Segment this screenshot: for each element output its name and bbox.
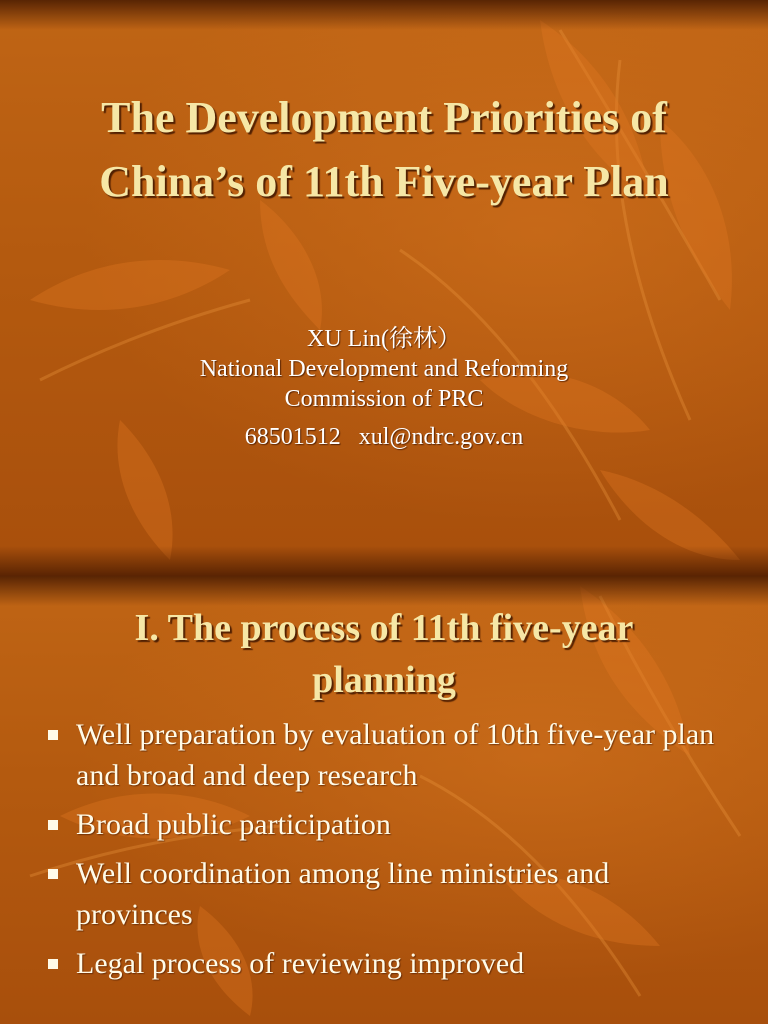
heading-line-2: planning bbox=[312, 659, 456, 701]
list-item bbox=[46, 853, 728, 935]
bullet-text: Legal process of reviewing improved bbox=[76, 947, 525, 980]
title-slide-heading bbox=[20, 86, 748, 214]
heading-line-1: I. The process of 11th five-year bbox=[134, 607, 634, 649]
title-line-1: The Development Priorities of bbox=[101, 93, 667, 142]
contact-info: 68501512 xul@ndrc.gov.cn bbox=[244, 424, 524, 450]
bullet-text: Well preparation by evaluation of 10th five-year plan and broad and deep research bbox=[76, 718, 715, 792]
square-bullet-icon bbox=[48, 820, 58, 830]
list-item bbox=[46, 804, 728, 845]
square-bullet-icon bbox=[48, 869, 58, 879]
slide-process bbox=[0, 576, 768, 1024]
list-item bbox=[46, 943, 728, 984]
organization-line-2: Commission of PRC bbox=[284, 386, 484, 412]
author-block bbox=[60, 324, 708, 452]
process-slide-heading bbox=[20, 602, 748, 706]
organization-line-1: National Development and Reforming bbox=[199, 356, 569, 382]
bullet-text: Well coordination among line ministries and provinces bbox=[76, 857, 610, 931]
list-item bbox=[46, 714, 728, 796]
author-name: XU Lin(徐林） bbox=[307, 326, 461, 352]
bullet-list bbox=[46, 714, 728, 992]
square-bullet-icon bbox=[48, 959, 58, 969]
square-bullet-icon bbox=[48, 730, 58, 740]
bullet-text: Broad public participation bbox=[76, 808, 391, 841]
title-line-2: China’s of 11th Five-year Plan bbox=[99, 157, 669, 206]
